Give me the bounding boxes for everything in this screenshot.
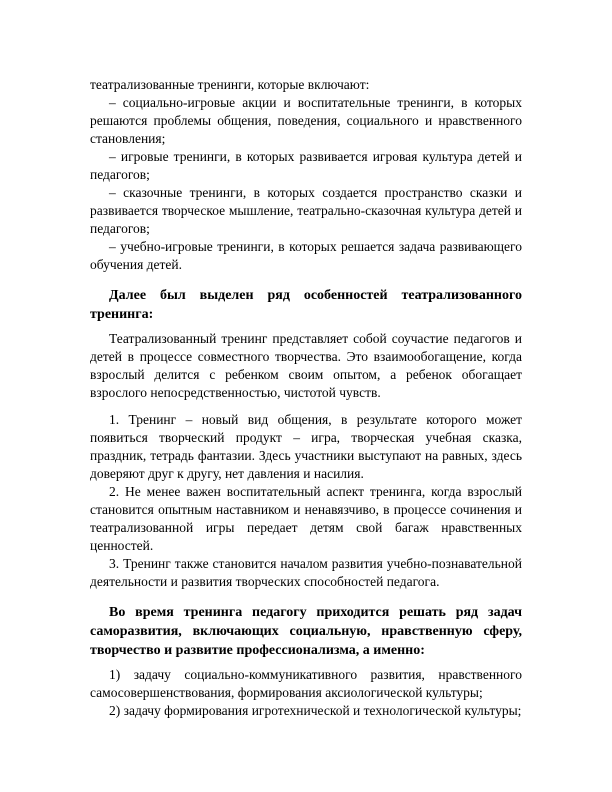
- page-content: [90, 76, 522, 720]
- intro-list-item: – социально-игровые акции и воспитательные тренинги, в которых решаются проблемы общения, поведения, социального и нравственного становления;: [90, 95, 522, 146]
- numbered-item: 1. Тренинг – новый вид общения, в результате которого может появиться творческий продукт – игра, творческая учебная сказка, праздник, тетрадь фантазии. Здесь участники выступают на равных, здесь доверяют друг к другу, нет давления и насилия.: [90, 412, 522, 481]
- paragraph-training-definition: Театрализованный тренинг представляет собой соучастие педагогов и детей в процессе совместного творчества. Это взаимообогащение, когда взрослый делится с ребенком своим опытом, а ребенок обогащает взрослого непосредственностью, чистотой чувств.: [90, 331, 522, 400]
- intro-list-item: – сказочные тренинги, в которых создается пространство сказки и развивается творческое мышление, театрально-сказочная культура детей и педагогов;: [90, 185, 522, 236]
- intro-list-item: – учебно-игровые тренинги, в которых решается задача развивающего обучения детей.: [90, 239, 522, 272]
- task-item: 1) задачу социально-коммуникативного развития, нравственного самосовершенствования, формирования аксиологической культуры;: [90, 667, 522, 700]
- section-heading-features: Далее был выделен ряд особенностей театрализованного тренинга:: [90, 288, 522, 322]
- task-item: 2) задачу формирования игротехнической и технологической культуры;: [109, 703, 522, 718]
- intro-list-item: – игровые тренинги, в которых развивается игровая культура детей и педагогов;: [90, 149, 522, 182]
- numbered-item: 3. Тренинг также становится началом развития учебно-познавательной деятельности и развития творческих способностей педагога.: [90, 556, 522, 589]
- intro-lead: театрализованные тренинги, которые включают:: [90, 77, 370, 92]
- numbered-item: 2. Не менее важен воспитательный аспект тренинга, когда взрослый становится опытным наставником и ненавязчиво, в процессе сочинения и театрализованной игры передает детям свой багаж нравственных ценностей.: [90, 484, 522, 553]
- section-heading-tasks: Во время тренинга педагогу приходится решать ряд задач саморазвития, включающих социальную, нравственную сферу, творчество и развитие профессионализма, а именно:: [90, 605, 522, 658]
